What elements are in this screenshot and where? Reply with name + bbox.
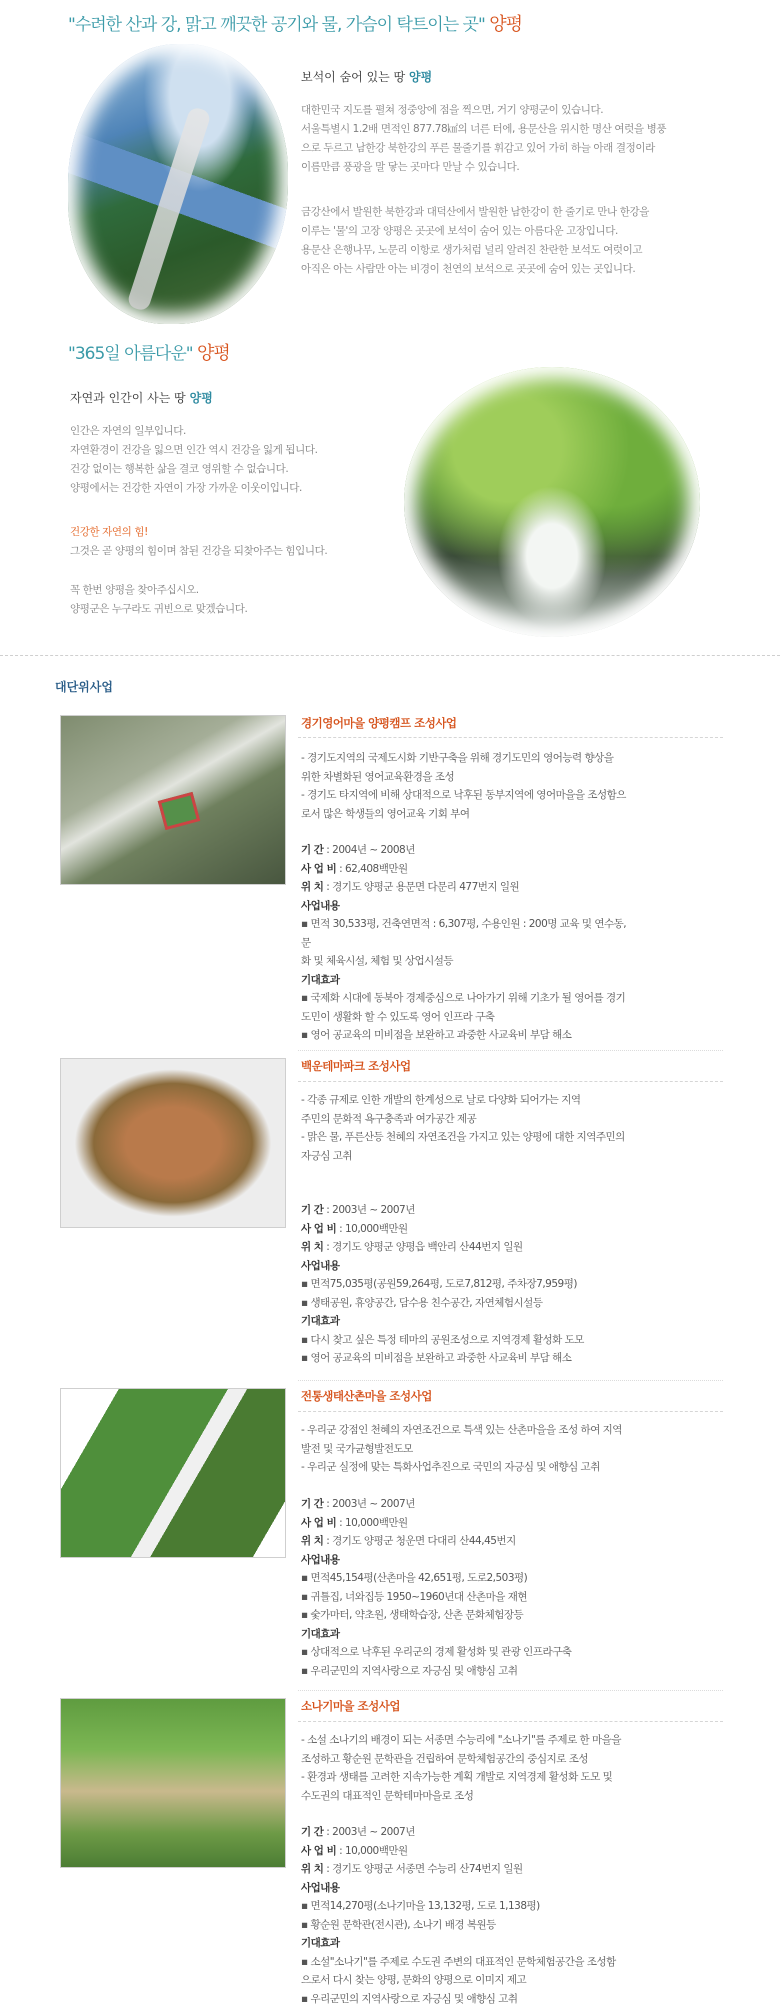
label: 기대효과 <box>301 973 340 986</box>
divider <box>298 1081 723 1082</box>
text-line: ▪ 면적45,154평(산촌마을 42,651평, 도로2,503평) <box>301 1572 528 1584</box>
river-highway-photo <box>68 44 288 324</box>
text-line: 그것은 곧 양평의 힘이며 참된 건강을 되찾아주는 힘입니다. <box>70 545 328 557</box>
text-line: - 경기도 타지역에 비해 상대적으로 낙후된 동부지역에 영어마을을 조성함으 <box>301 789 626 801</box>
divider <box>298 1050 723 1051</box>
text-line: 이름만큼 풍광을 말 닿는 곳마다 만날 수 있습니다. <box>301 161 520 173</box>
label: 사 업 비 <box>301 1516 337 1529</box>
project-title: 백운테마파크 조성사업 <box>301 1059 411 1073</box>
text-line: ▪ 다시 찾고 싶은 특정 테마의 공원조성으로 지역경제 활성화 도모 <box>301 1333 584 1346</box>
text-line: - 우리군 강점인 천혜의 자연조건으로 특색 있는 산촌마을을 조성 하여 지역 <box>301 1424 622 1436</box>
label: 사 업 비 <box>301 1222 337 1235</box>
project-title: 전통생태산촌마을 조성사업 <box>301 1389 432 1403</box>
mountain-village-map-photo <box>60 1388 286 1558</box>
text-line: 양평군은 누구라도 귀빈으로 맞겠습니다. <box>70 603 248 615</box>
divider <box>298 737 723 738</box>
intro-title <box>68 10 522 36</box>
intro2-subtitle <box>70 389 213 406</box>
text-line: ▪ 면적75,035평(공원59,264평, 도로7,812평, 주차장7,959평) <box>301 1278 577 1290</box>
project-description <box>301 1421 622 1477</box>
text-line: 으로 두르고 남한강 북한강의 푸른 물줄기를 휘감고 있어 가히 하늘 아래 결정이라 <box>301 142 655 154</box>
text-line: 수도권의 대표적인 문학테마마을로 조성 <box>301 1789 474 1802</box>
intro-subtitle-text: 보석이 숨어 있는 땅 <box>301 70 406 84</box>
text-line: ▪ 상대적으로 낙후된 우리군의 경제 활성화 및 관광 인프라구축 <box>301 1646 572 1658</box>
text-line: ▪ 국제화 시대에 동북아 경제중심으로 나아가기 위해 기초가 될 영어를 경기 <box>301 992 626 1004</box>
label: 사업내용 <box>301 1259 340 1272</box>
divider <box>298 1380 723 1381</box>
divider <box>0 655 780 656</box>
text-line: ▪ 숯가마터, 약초원, 생태학습장, 산촌 문화체험장등 <box>301 1609 524 1621</box>
value: : 10,000백만원 <box>336 1222 408 1235</box>
divider <box>298 1721 723 1722</box>
text-line: ▪ 면적14,270평(소나기마을 13,132평, 도로 1,138평) <box>301 1900 540 1912</box>
intro2-strong-block <box>70 523 327 561</box>
value: : 2003년 ~ 2007년 <box>323 1204 415 1216</box>
intro-title-name: 양평 <box>489 14 522 35</box>
text-line: ▪ 우리군민의 지역사랑으로 자긍심 및 애향심 고취 <box>301 1664 518 1677</box>
text-line: 으로서 다시 찾는 양평, 문화의 양평으로 이미지 제고 <box>301 1974 527 1986</box>
text-line: 로서 많은 학생들의 영어교육 기회 부여 <box>301 807 470 820</box>
text-line: 주민의 문화적 욕구충족과 여가공간 제공 <box>301 1112 477 1125</box>
text-line: 꼭 한번 양평을 찾아주십시오. <box>70 584 199 596</box>
intro-subtitle <box>301 68 432 85</box>
value: : 2003년 ~ 2007년 <box>323 1498 415 1510</box>
intro2-paragraph-2 <box>70 581 247 619</box>
text-line: 화 및 체육시설, 체험 및 상업시설등 <box>301 955 454 967</box>
text-line: 금강산에서 발원한 북한강과 대덕산에서 발원한 남한강이 한 줄기로 만나 한강을 <box>301 206 649 218</box>
value: : 경기도 양평군 서종면 수능리 산74번지 일원 <box>323 1863 523 1875</box>
intro2-paragraph-1 <box>70 422 318 498</box>
strong-line: 건강한 자연의 힘! <box>70 526 148 538</box>
sonagi-village-aerial-photo <box>60 1698 286 1868</box>
text-line: 발전 및 국가균형발전도모 <box>301 1442 413 1455</box>
text-line: - 우리군 실정에 맞는 특화사업추진으로 국민의 자긍심 및 애향심 고취 <box>301 1461 600 1473</box>
label: 위 치 <box>301 1535 324 1547</box>
intro-subtitle-name: 양평 <box>409 70 433 84</box>
text-line: 위한 차별화된 영어교육환경을 조성 <box>301 770 455 783</box>
intro2-subtitle-name: 양평 <box>189 391 213 405</box>
text-line: 서울특별시 1.2배 면적인 877.78㎢의 너른 터에, 용문산을 위시한 명산 여럿을 병풍 <box>301 123 667 135</box>
divider <box>298 1690 723 1691</box>
intro-paragraph-1 <box>301 101 666 177</box>
project-details <box>301 1495 571 1680</box>
project-title: 소나기마을 조성사업 <box>301 1699 400 1713</box>
value: : 2003년 ~ 2007년 <box>323 1826 415 1838</box>
label: 기대효과 <box>301 1315 340 1327</box>
intro2-subtitle-text: 자연과 인간이 사는 땅 <box>70 391 186 405</box>
text-line: ▪ 황순원 문학관(전시관), 소나기 배경 복원등 <box>301 1918 496 1931</box>
intro-title-quote: "수려한 산과 강, 맑고 깨끗한 공기와 물, 가슴이 탁트이는 곳" <box>68 15 485 35</box>
value: : 10,000백만원 <box>336 1516 408 1529</box>
label: 기 간 <box>301 1826 324 1838</box>
label: 기 간 <box>301 1498 324 1510</box>
label: 기대효과 <box>301 1627 340 1640</box>
project-description <box>301 1091 625 1165</box>
text-line: ▪ 영어 공교육의 미비점을 보완하고 과중한 사교육비 부담 해소 <box>301 1352 572 1364</box>
label: 사 업 비 <box>301 1844 337 1857</box>
value: : 62,408백만원 <box>336 862 408 875</box>
divider <box>298 1411 723 1412</box>
forest-stream-photo <box>404 367 700 637</box>
value: : 경기도 양평군 양평읍 백안리 산44번지 일원 <box>323 1241 523 1253</box>
text-line: ▪ 우리군민의 지역사랑으로 자긍심 및 애향심 고취 <box>301 1992 518 2005</box>
intro-paragraph-2 <box>301 203 649 279</box>
label: 기 간 <box>301 1204 324 1216</box>
label: 위 치 <box>301 881 324 893</box>
text-line: 인간은 자연의 일부입니다. <box>70 425 186 437</box>
label: 사업내용 <box>301 1881 340 1894</box>
text-line: 아직은 아는 사람만 아는 비경이 천연의 보석으로 곳곳에 숨어 있는 곳입니다. <box>301 263 636 275</box>
intro2-title-quote: "365일 아름다운" <box>68 344 193 364</box>
label: 위 치 <box>301 1863 324 1875</box>
text-line: - 맑은 물, 푸른산등 천혜의 자연조건을 가지고 있는 양평에 대한 지역주민의 <box>301 1131 625 1143</box>
text-line: 건강 없이는 행복한 삶을 결코 영위할 수 없습니다. <box>70 463 289 475</box>
label: 기대효과 <box>301 1937 340 1949</box>
text-line: ▪ 귀틀집, 너와집등 1950~1960년대 산촌마을 재현 <box>301 1590 528 1603</box>
label: 사업내용 <box>301 1553 340 1566</box>
text-line: 용문산 은행나무, 노문리 이항로 생가처럼 널리 알려진 찬란한 보석도 여럿이고 <box>301 244 643 256</box>
text-line: ▪ 영어 공교육의 미비점을 보완하고 과중한 사교육비 부담 해소 <box>301 1029 572 1041</box>
text-line: - 소설 소나기의 배경이 되는 서종면 수능리에 "소나기"를 주제로 한 마을을 <box>301 1734 621 1746</box>
intro2-title-name: 양평 <box>197 343 230 364</box>
value: : 10,000백만원 <box>336 1844 408 1857</box>
text-line: 이루는 '물'의 고장 양평은 곳곳에 보석이 숨어 있는 아름다운 고장입니다. <box>301 225 618 237</box>
value: : 경기도 양평군 용문면 다문리 477번지 일원 <box>323 881 520 893</box>
text-line: 도민이 생활화 할 수 있도록 영어 인프라 구축 <box>301 1010 495 1023</box>
text-line: 대한민국 지도를 펼쳐 정중앙에 점을 찍으면, 거기 양평군이 있습니다. <box>301 104 604 116</box>
text-line: ▪ 생태공원, 휴양공간, 담수용 친수공간, 자연체험시설등 <box>301 1296 543 1309</box>
project-title: 경기영어마을 양평캠프 조성사업 <box>301 716 457 730</box>
project-description <box>301 1731 621 1805</box>
text-line: ▪ 면적 30,533평, 건축연면적 : 6,307평, 수용인원 : 200명 교육 및 연수동, <box>301 918 627 930</box>
theme-park-map-photo <box>60 1058 286 1228</box>
label: 위 치 <box>301 1241 324 1253</box>
text-line: 자긍심 고취 <box>301 1149 353 1162</box>
section-title: 대단위사업 <box>55 680 113 694</box>
text-line: 양평에서는 건강한 자연이 가장 가까운 이웃이입니다. <box>70 482 302 494</box>
text-line: 조성하고 황순원 문학관을 건립하여 문학체험공간의 중심지로 조성 <box>301 1752 589 1765</box>
label: 사업내용 <box>301 899 340 912</box>
english-village-model-photo <box>60 715 286 885</box>
text-line: - 경기도지역의 국제도시화 기반구축을 위해 경기도민의 영어능력 향상을 <box>301 752 614 764</box>
text-line: 자연환경이 건강을 잃으면 인간 역시 건강을 잃게 됩니다. <box>70 444 318 456</box>
label: 사 업 비 <box>301 862 337 875</box>
project-description <box>301 749 626 823</box>
value: : 경기도 양평군 청운면 다대리 산44,45번지 <box>323 1535 516 1547</box>
project-details <box>301 1201 584 1368</box>
text-line: - 환경과 생태를 고려한 지속가능한 계획 개발로 지역경제 활성화 도모 및 <box>301 1771 613 1783</box>
text-line: - 각종 규제로 인한 개발의 한계성으로 날로 다양화 되어가는 지역 <box>301 1094 581 1106</box>
text-line: 문 <box>301 936 311 949</box>
intro2-title <box>68 339 230 365</box>
project-details <box>301 1823 616 2008</box>
project-details <box>301 841 626 1045</box>
value: : 2004년 ~ 2008년 <box>323 844 415 856</box>
label: 기 간 <box>301 844 324 856</box>
text-line: ▪ 소설"소나기"를 주제로 수도권 주변의 대표적인 문학체험공간을 조성함 <box>301 1955 616 1968</box>
